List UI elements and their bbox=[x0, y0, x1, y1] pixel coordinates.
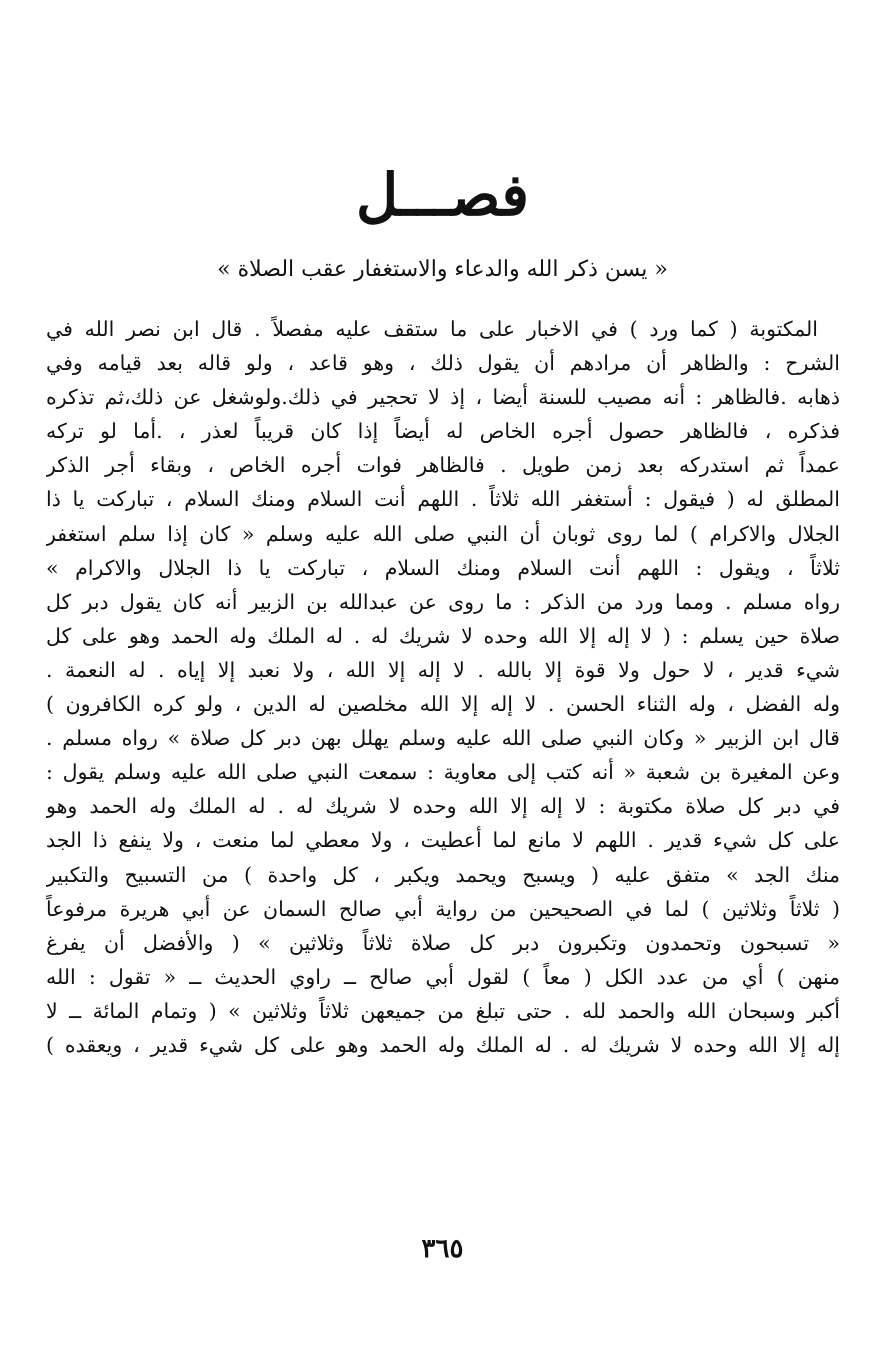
text-line: وعن المغيرة بن شعبة « أنه كتب إلى معاوية : سمعت النبي صلى الله عليه وسلم يقول : bbox=[46, 760, 840, 785]
text-line: « تسبحون وتحمدون وتكبرون دبر كل صلاة ثلاثاً وثلاثين » ( والأفضل أن يفرغ bbox=[46, 930, 840, 955]
section-subheading: « يسن ذكر الله والدعاء والاستغفار عقب الصلاة » bbox=[217, 257, 668, 282]
text-line: وله الفضل ، وله الثناء الحسن . لا إله إلا الله مخلصين له الدين ، ولو كره الكافرون ) bbox=[46, 692, 840, 717]
page-number: ٣٦٥ bbox=[421, 1234, 464, 1264]
text-line: ( ثلاثاً وثلاثين ) لما في الصحيحين من رواية أبي صالح السمان عن أبي هريرة مرفوعاً bbox=[46, 896, 840, 921]
text-line: المكتوبة ( كما ورد ) في الاخبار على ما ستقف عليه مفصلاً . قال ابن نصر الله في bbox=[46, 317, 818, 341]
section-heading: فصـــل bbox=[356, 161, 529, 229]
text-line: إله إلا الله وحده لا شريك له . له الملك وله الحمد وهو على كل شيء قدير ، ويعقده ) bbox=[46, 1032, 840, 1057]
text-line: ذهابه .فالظاهر : أنه مصيب للسنة أيضا ، إذ لا تحجير في ذلك.ولوشغل عن ذلك،ثم تذكره bbox=[46, 385, 840, 410]
text-line: ثلاثاً ، ويقول : اللهم أنت السلام ومنك السلام ، تباركت يا ذا الجلال والاكرام » bbox=[46, 555, 840, 580]
text-line: منك الجد » متفق عليه ( ويسبح ويحمد ويكبر ، كل واحدة ) من التسبيح والتكبير bbox=[46, 862, 840, 887]
text-line: الجلال والاكرام ) لما روى ثوبان أن النبي صلى الله عليه وسلم « كان إذا سلم استغفر bbox=[46, 521, 840, 546]
text-line: قال ابن الزبير « وكان النبي صلى الله عليه وسلم يهلل بهن دبر كل صلاة » رواه مسلم . bbox=[46, 726, 840, 751]
body-text bbox=[46, 312, 840, 1062]
text-line: الشرح : والظاهر أن مرادهم أن يقول ذلك ، وهو قاعد ، ولو قاله بعد قيامه وفي bbox=[46, 351, 840, 376]
text-line: صلاة حين يسلم : ( لا إله إلا الله وحده لا شريك له . له الملك وله الحمد وهو على كل bbox=[46, 623, 840, 648]
text-line: شيء قدير ، لا حول ولا قوة إلا بالله . لا إله إلا الله ، ولا نعبد إلا إياه . له النعمة . bbox=[46, 657, 840, 682]
text-line: منهن ) أي من عدد الكل ( معاً ) لقول أبي صالح ــ راوي الحديث ــ « تقول : الله bbox=[46, 964, 840, 989]
text-line: المطلق له ( فيقول : أستغفر الله ثلاثاً . اللهم أنت السلام ومنك السلام ، تباركت يا ذا bbox=[46, 487, 840, 512]
text-line: في دبر كل صلاة مكتوبة : لا إله إلا الله وحده لا شريك له . له الملك وله الحمد وهو bbox=[46, 794, 840, 819]
text-line: رواه مسلم . ومما ورد من الذكر : ما روى عن عبدالله بن الزبير أنه كان يقول دبر كل bbox=[46, 589, 840, 614]
text-line: عمداً ثم استدركه بعد زمن طويل . فالظاهر فوات أجره الخاص ، وبقاء أجر الذكر bbox=[46, 453, 840, 478]
text-line: أكبر وسبحان الله والحمد لله . حتى تبلغ من جميعهن ثلاثاً وثلاثين » ( وتمام المائة ــ لا bbox=[46, 998, 840, 1023]
text-line: على كل شيء قدير . اللهم لا مانع لما أعطيت ، ولا معطي لما منعت ، ولا ينفع ذا الجد bbox=[46, 828, 840, 853]
text-line: فذكره ، فالظاهر حصول أجره الخاص له أيضاً إذا كان قريباً لعذر ، .أما لو تركه bbox=[46, 419, 840, 444]
